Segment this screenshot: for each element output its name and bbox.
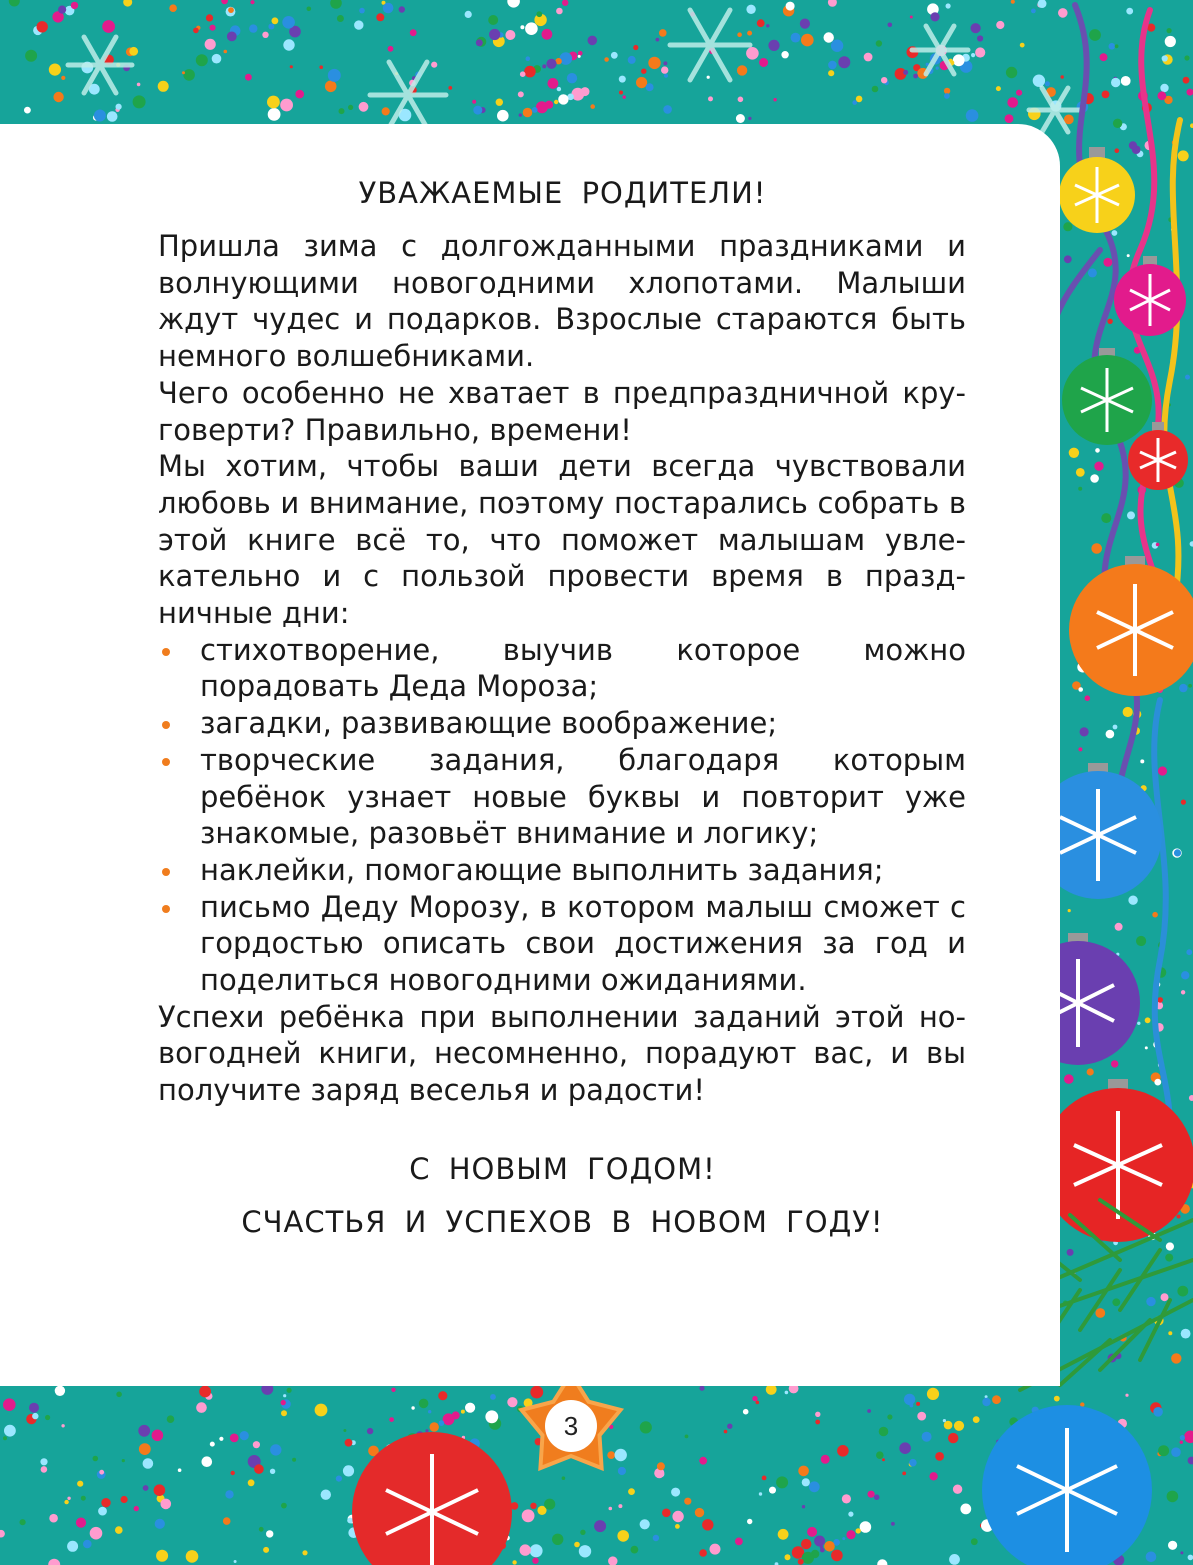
greeting-line: С НОВЫМ ГОДОМ! — [409, 1152, 716, 1186]
bullet-icon — [162, 648, 170, 656]
bullet-icon — [162, 868, 170, 876]
intro-paragraph: Пришла зима с долгожданными праздниками и волнующими новогодними хлопотами. Малыши ждут чудес и подарков. Взрослые стараются быть немного волшебниками. — [158, 229, 966, 374]
intro-paragraph: Чего особенно не хватает в предпраздничной круговерти? Правильно, времени! — [158, 375, 966, 447]
bullet-icon — [162, 721, 170, 729]
list-item: наклейки, помогающие выполнить задания; — [158, 852, 966, 889]
activities-list — [158, 632, 966, 999]
list-item: загадки, развивающие воображение; — [158, 705, 966, 742]
letter-body — [158, 228, 966, 1109]
list-item: творческие задания, благодаря которым ребёнок узнает новые буквы и повторит уже знакомые, разовьёт внимание и логику; — [158, 742, 966, 852]
snowflake-icon — [68, 10, 1081, 132]
list-item: стихотворение, выучив которое можно порадовать Деда Мороза; — [158, 632, 966, 705]
bullet-icon — [162, 758, 170, 766]
closing-paragraph: Успехи ребёнка при выполнении заданий этой новогодней книги, несомненно, порадуют вас, и вы получите заряд веселья и радости! — [158, 999, 966, 1108]
page-number: 3 — [563, 1411, 579, 1441]
intro-paragraph: Мы хотим, чтобы ваши дети всегда чувствовали любовь и внимание, поэтому постарались собрать в этой книге всё то, что поможет малышам увлекательно и с пользой провести время в праздничные дни: — [158, 449, 966, 631]
list-item: письмо Деду Морозу, в котором малыш сможет с гордостью описать свои достижения за год и поделиться новогодними ожиданиями. — [158, 889, 966, 999]
page-title: УВАЖАЕМЫЕ РОДИТЕЛИ! — [358, 176, 767, 210]
bullet-icon — [162, 905, 170, 913]
greeting-line: СЧАСТЬЯ И УСПЕХОВ В НОВОМ ГОДУ! — [241, 1205, 884, 1239]
